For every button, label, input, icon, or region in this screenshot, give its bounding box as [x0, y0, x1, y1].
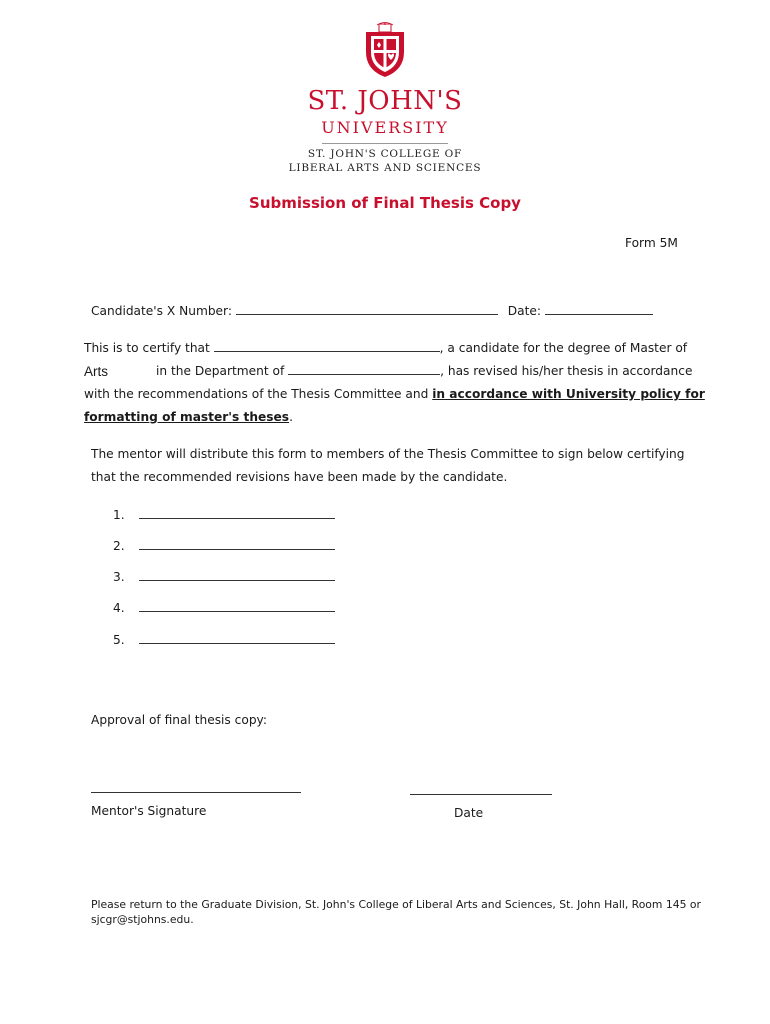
degree-value[interactable]: Arts [84, 364, 109, 379]
committee-signature-field[interactable] [139, 538, 335, 550]
dept-label: in the Department of [156, 364, 285, 378]
footer-line-1: Please return to the Graduate Division, St. John's College of Liberal Arts and Sciences, St. John Hall, Room 145 or [91, 898, 701, 911]
form-title: Submission of Final Thesis Copy [249, 194, 521, 212]
footer-email[interactable]: sjcgr@stjohns.edu. [91, 913, 194, 926]
certify-text-3: with the recommendations of the Thesis Committee and [84, 387, 429, 401]
candidate-line [91, 303, 653, 318]
policy-link[interactable]: in accordance with University policy for [432, 387, 705, 401]
mentor-note-line-1: The mentor will distribute this form to members of the Thesis Committee to sign below certifying [91, 447, 685, 461]
university-seal-icon [362, 22, 408, 78]
certify-line-3 [84, 387, 705, 401]
signature-date-field[interactable] [410, 794, 552, 795]
department-field[interactable] [288, 363, 440, 375]
wordmark-line-2: UNIVERSITY [321, 118, 449, 137]
committee-signature-field[interactable] [139, 632, 335, 644]
committee-number: 5. [113, 633, 125, 647]
committee-number: 3. [113, 570, 125, 584]
committee-line-3 [113, 569, 335, 584]
mentor-signature-label: Mentor's Signature [91, 804, 207, 818]
certify-line-1 [84, 340, 687, 355]
x-number-label: Candidate's X Number: [91, 304, 232, 318]
college-name-line-1: ST. JOHN'S COLLEGE OF [307, 148, 463, 160]
certify-text: This is to certify that [84, 341, 210, 355]
committee-number: 2. [113, 539, 125, 553]
committee-line-4 [113, 600, 335, 615]
form-number: Form 5M [625, 236, 678, 250]
committee-line-2 [113, 538, 335, 553]
date-label: Date: [507, 304, 541, 318]
certify-line-4 [84, 410, 293, 424]
date-field[interactable] [545, 303, 653, 315]
university-logo [0, 22, 770, 177]
college-name-line-2: LIBERAL ARTS AND SCIENCES [288, 162, 482, 174]
approval-label: Approval of final thesis copy: [91, 713, 267, 727]
period: . [289, 410, 293, 424]
committee-line-1 [113, 507, 335, 522]
wordmark-line-1: ST. JOHN'S [307, 86, 463, 116]
logo-divider [322, 143, 448, 144]
signature-date-label: Date [454, 806, 484, 820]
policy-link-continued[interactable]: formatting of master's theses [84, 410, 290, 424]
x-number-field[interactable] [236, 303, 498, 315]
committee-number: 4. [113, 601, 125, 615]
mentor-signature-field[interactable] [91, 792, 301, 793]
candidate-name-field[interactable] [214, 340, 440, 352]
committee-number: 1. [113, 508, 125, 522]
mentor-note-line-2: that the recommended revisions have been made by the candidate. [91, 470, 508, 484]
certify-line-2 [156, 363, 692, 378]
dept-suffix: , has revised his/her thesis in accordance [440, 364, 693, 378]
committee-signature-field[interactable] [139, 507, 335, 519]
committee-line-5 [113, 632, 335, 647]
certify-text-degree: , a candidate for the degree of Master of [439, 341, 688, 355]
committee-signature-field[interactable] [139, 600, 335, 612]
committee-signature-field[interactable] [139, 569, 335, 581]
